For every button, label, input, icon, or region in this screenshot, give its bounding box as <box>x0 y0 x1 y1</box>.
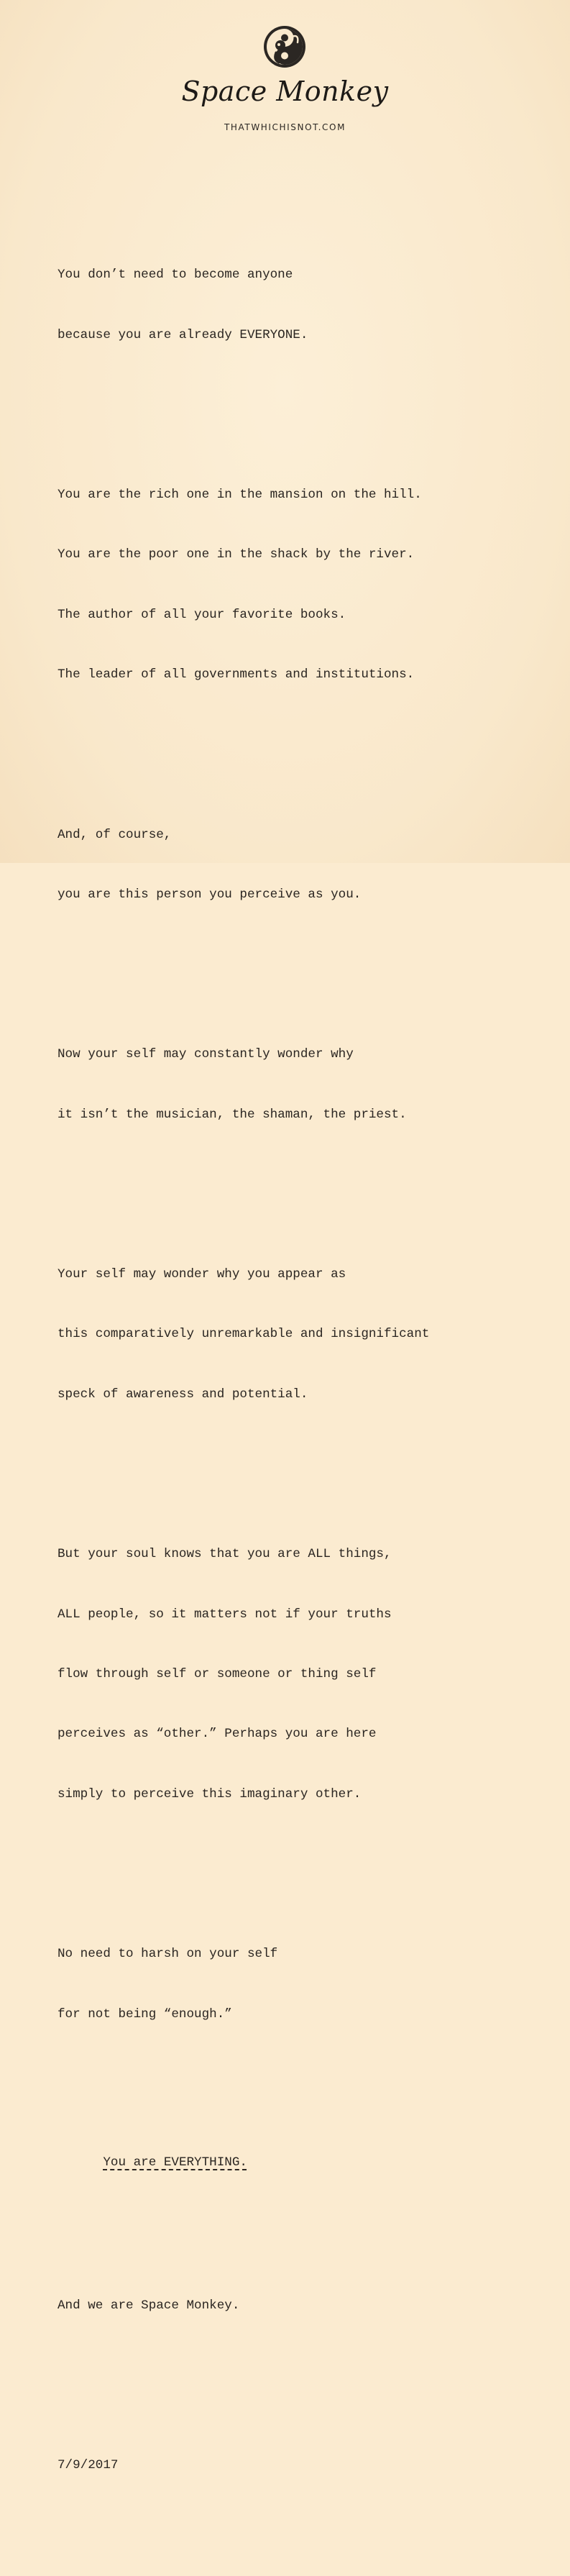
poem-line: for not being “enough.” <box>58 2006 232 2022</box>
date-stanza <box>58 2416 518 2516</box>
stanza <box>58 226 518 385</box>
date: 7/9/2017 <box>58 2458 119 2473</box>
emphasis-stanza <box>58 2124 518 2196</box>
poem-line: The leader of all governments and institutions. <box>58 667 415 682</box>
poem-line: Your self may wonder why you appear as <box>58 1267 346 1282</box>
stanza <box>58 1905 518 2065</box>
poem-line: No need to harsh on your self <box>58 1947 278 1962</box>
emphasis-line: You are EVERYTHING. <box>103 2155 247 2170</box>
poem-line: this comparatively unremarkable and insignificant <box>58 1327 430 1342</box>
stanza <box>58 1005 518 1165</box>
poem-line: speck of awareness and potential. <box>58 1387 308 1402</box>
brand-url: THATWHICHISNOT.COM <box>224 122 346 132</box>
closing-stanza <box>58 2256 518 2356</box>
poem-line: simply to perceive this imaginary other. <box>58 1786 362 1801</box>
poem-line: it isn’t the musician, the shaman, the priest. <box>58 1107 407 1122</box>
monkey-logo-icon <box>262 24 308 70</box>
poem-line: Now your self may constantly wonder why <box>58 1047 354 1062</box>
poem-line: You are the rich one in the mansion on the hill. <box>58 487 422 502</box>
poem-line: And, of course, <box>58 827 172 842</box>
poem-line: ALL people, so it matters not if your truths <box>58 1607 392 1622</box>
poem-line: But your soul knows that you are ALL things, <box>58 1547 392 1562</box>
poem-line: The author of all your favorite books. <box>58 607 346 622</box>
poem-line: because you are already EVERYONE. <box>58 327 308 342</box>
brand-name: Space Monkey <box>181 76 389 107</box>
poem-line: you are this person you perceive as you. <box>58 887 362 902</box>
poem-line: flow through self or someone or thing self <box>58 1666 377 1681</box>
stanza <box>58 445 518 725</box>
stanza <box>58 785 518 945</box>
stanza <box>58 1225 518 1445</box>
poem-line: You don’t need to become anyone <box>58 268 293 283</box>
poem-body <box>58 186 518 2576</box>
closing-line: And we are Space Monkey. <box>58 2298 240 2313</box>
poem-line: perceives as “other.” Perhaps you are here <box>58 1727 377 1742</box>
poem-line: You are the poor one in the shack by the river. <box>58 547 415 562</box>
stanza <box>58 1505 518 1845</box>
